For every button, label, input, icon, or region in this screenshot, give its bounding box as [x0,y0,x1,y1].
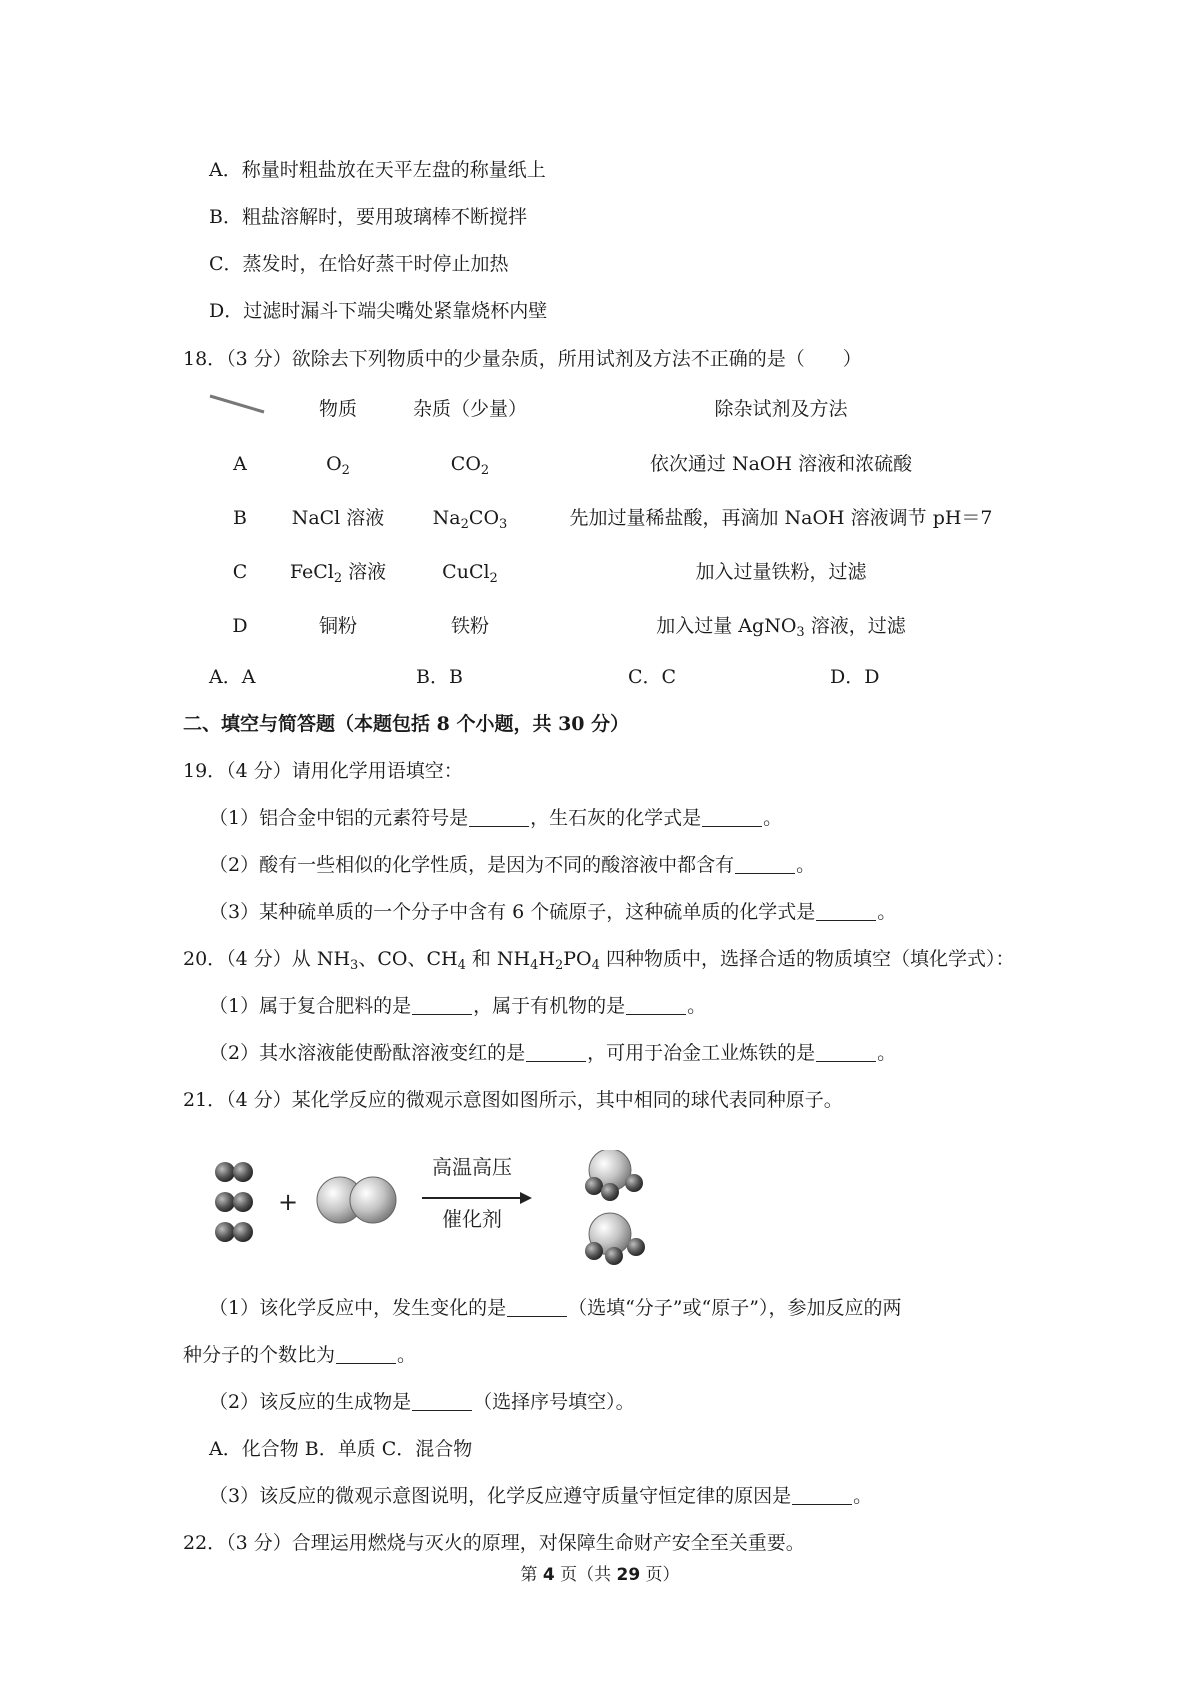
q20-part2: （2）其水溶液能使酚酞溶液变红的是 ，可用于冶金工业炼铁的是 。 [209,1042,897,1064]
table-header-substance: 物质 [318,398,358,420]
table-cell-method: 加入过量 AgNO$_3$ 溶液，过滤 [656,615,906,640]
q17-option-a: A．称量时粗盐放在天平左盘的称量纸上 [209,159,546,181]
table-header-impurity: 杂质（少量） [412,398,528,420]
q18-stem: 18．（3 分）欲除去下列物质中的少量杂质，所用试剂及方法不正确的是（ ） [183,348,862,370]
section-heading: 二、填空与简答题（本题包括 8 个小题，共 30 分） [183,713,630,735]
table-row-label: A [233,453,247,475]
q20-part1: （1）属于复合肥料的是 ，属于有机物的是 。 [209,995,707,1017]
answer-blank[interactable] [702,808,762,827]
answer-blank[interactable] [507,1298,567,1317]
q19-part3: （3）某种硫单质的一个分子中含有 6 个硫原子，这种硫单质的化学式是 。 [209,901,897,923]
table-cell-impurity: $Na_2CO_3$ [432,507,508,532]
table-diagonal-corner [208,392,268,416]
q21-part3: （3）该反应的微观示意图说明，化学反应遵守质量守恒定律的原因是 。 [209,1485,873,1507]
answer-blank[interactable] [412,1392,472,1411]
q22-stem: 22．（3 分）合理运用燃烧与灭火的原理，对保障生命财产安全至关重要。 [183,1532,805,1554]
q18-answer-c: C．C [628,666,677,688]
q18-answer-a: A．A [209,666,256,688]
table-cell-impurity: 铁粉 [450,615,490,637]
table-cell-method: 依次通过 NaOH 溶液和浓硫酸 [649,453,913,475]
reaction-condition-bottom: 催化剂 [442,1207,502,1231]
answer-blank[interactable] [792,1486,852,1505]
reaction-arrow [422,1192,532,1204]
reaction-condition-top: 高温高压 [432,1155,512,1179]
q18-answer-d: D．D [830,666,880,688]
table-cell-substance: 铜粉 [318,615,358,637]
table-cell-substance: FeCl$_2$ 溶液 [289,561,387,586]
answer-blank[interactable] [626,996,686,1015]
q19-part2: （2）酸有一些相似的化学性质，是因为不同的酸溶液中都含有 。 [209,854,816,876]
q19-stem: 19．（4 分）请用化学用语填空： [183,760,463,782]
q17-option-c: C．蒸发时，在恰好蒸干时停止加热 [209,253,509,275]
table-row-label: D [232,615,248,637]
answer-blank[interactable] [816,902,876,921]
table-header-method: 除杂试剂及方法 [714,398,848,420]
product-molecule [585,1213,645,1265]
table-row-label: C [232,561,248,583]
table-cell-method: 先加过量稀盐酸，再滴加 NaOH 溶液调节 pH＝7 [569,507,993,529]
q21-choices: A．化合物 B．单质 C．混合物 [209,1438,473,1460]
table-cell-impurity: CuCl$_2$ [442,561,498,586]
answer-blank[interactable] [735,855,795,874]
q20-stem: 20．（4 分）从 $NH_3$、CO、$CH_4$ 和 $NH_4H_2PO_4$ 四种物质中，选择合适的物质填空（填化学式）： [183,948,1015,973]
answer-blank[interactable] [469,808,529,827]
answer-blank[interactable] [526,1043,586,1062]
q17-option-d: D．过滤时漏斗下端尖嘴处紧靠烧杯内壁 [209,300,548,322]
table-cell-substance: $O_2$ [326,453,350,478]
answer-blank[interactable] [816,1043,876,1062]
q21-stem: 21．（4 分）某化学反应的微观示意图如图所示，其中相同的球代表同种原子。 [183,1089,843,1111]
q21-part2: （2）该反应的生成物是 （选择序号填空）。 [209,1391,635,1413]
plus-sign: + [277,1188,299,1216]
answer-blank[interactable] [336,1345,396,1364]
reactant-small-molecules [215,1162,253,1242]
reactant-large-molecule [317,1177,396,1223]
table-cell-substance: NaCl 溶液 [291,507,385,529]
answer-blank[interactable] [412,996,472,1015]
q18-answer-b: B．B [416,666,463,688]
q21-part1-cont: 种分子的个数比为 。 [183,1344,417,1366]
q17-option-b: B．粗盐溶解时，要用玻璃棒不断搅拌 [209,206,527,228]
table-cell-impurity: $CO_2$ [450,453,490,478]
product-molecule [585,1150,643,1201]
q21-part1: （1）该化学反应中，发生变化的是 （选填“分子”或“原子”），参加反应的两 [209,1297,902,1319]
table-row-label: B [233,507,247,529]
table-cell-method: 加入过量铁粉，过滤 [695,561,867,583]
page-footer: 第 4 页（共 29 页） [520,1565,680,1585]
q19-part1: （1）铝合金中铝的元素符号是 ，生石灰的化学式是 。 [209,807,783,829]
reaction-diagram [200,1150,660,1280]
